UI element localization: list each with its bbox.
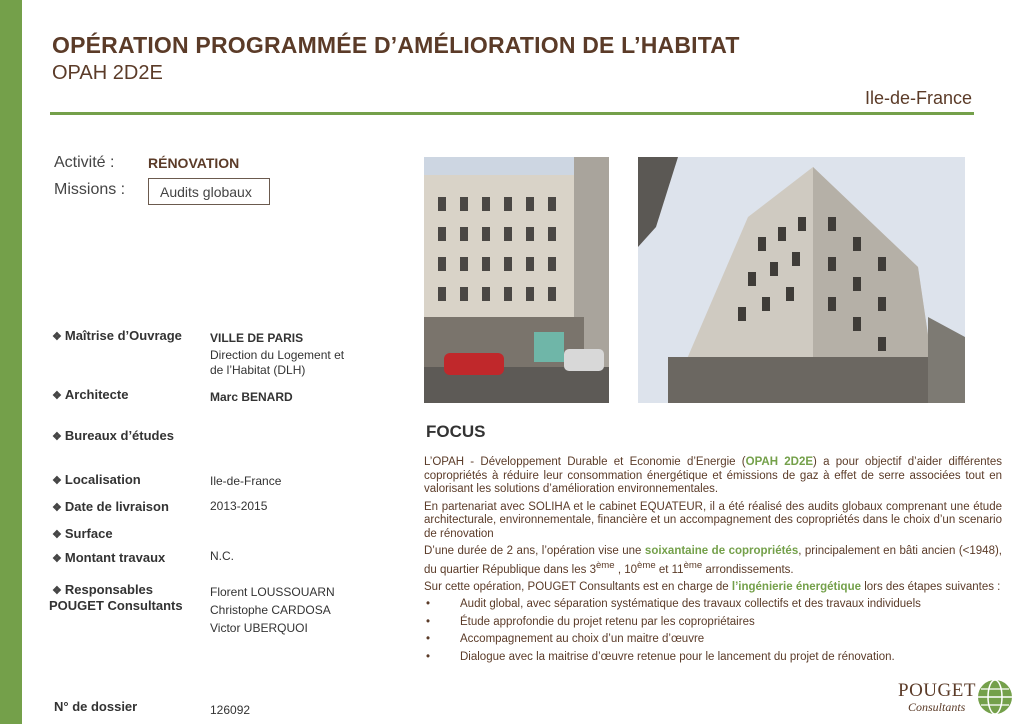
diamond-bullet-icon: ❖ [52,585,62,597]
maitrise-ouvrage-detail: Direction du Logement et [210,348,345,362]
diamond-bullet-icon: ❖ [52,502,62,514]
header-divider [50,112,974,115]
focus-paragraph-3: D’une durée de 2 ans, l’opération vise une soixantaine de copropriétés, principalement en bâti ancien (<1948), du quartier République dans les 3ème , 10ème et 11ème arrondissements. [424,545,1002,576]
dossier-value: 126092 [210,703,251,717]
list-item: • Audit global, avec séparation systématique des travaux collectifs et des travaux individuels [424,598,1002,612]
responsable-1: Florent LOUSSOUARN [210,585,335,599]
list-item: • Accompagnement au choix d’un maitre d’œuvre [424,633,1002,647]
diamond-bullet-icon: ❖ [52,529,62,541]
building-photo-corner [638,157,965,403]
missions-label: Missions : [54,181,126,198]
montant-travaux-label: ❖ Montant travaux [52,550,166,565]
responsable-3: Victor UBERQUOI [210,621,308,635]
missions-value: Audits globaux [148,178,270,205]
diamond-bullet-icon: ❖ [52,553,62,565]
pouget-logo [898,678,1018,720]
logo-name: POUGET [898,680,976,701]
page-subtitle: OPAH 2D2E [52,62,163,84]
focus-paragraph-4: Sur cette opération, POUGET Consultants est en charge de l’ingénierie énergétique lors des étapes suivantes : [424,580,1001,593]
responsables-company: POUGET Consultants [49,598,183,613]
maitrise-ouvrage-value: VILLE DE PARIS [210,331,304,345]
list-item: • Étude approfondie du projet retenu par les copropriétaires [424,616,1002,630]
page-title: OPÉRATION PROGRAMMÉE D’AMÉLIORATION DE L’HABITAT [52,32,740,58]
region-label: Ile-de-France [864,88,972,108]
responsable-2: Christophe CARDOSA [210,603,331,617]
diamond-bullet-icon: ❖ [52,431,62,443]
building-photo-street [424,157,609,403]
localisation-label: ❖ Localisation [52,472,141,487]
left-accent-bar [0,0,22,724]
dossier-label: N° de dossier [54,699,138,714]
diamond-bullet-icon: ❖ [52,331,62,343]
date-livraison-value: 2013-2015 [210,499,268,513]
surface-label: ❖ Surface [52,526,113,541]
diamond-bullet-icon: ❖ [52,390,62,402]
diamond-bullet-icon: ❖ [52,475,62,487]
architecte-label: ❖ Architecte [52,387,129,402]
building-facade-illustration [424,157,609,403]
focus-paragraph-2: En partenariat avec SOLIHA et le cabinet EQUATEUR, il a été réalisé des audits globaux comprenant une étude architecturale, environnementale, financière et un accompagnement des copropriétés dans le choix d’un scenario de rénovation [424,500,1002,540]
focus-title: FOCUS [426,422,486,441]
bureaux-etudes-label: ❖ Bureaux d’études [52,428,174,443]
activite-label: Activité : [54,154,115,171]
focus-paragraph-1: L’OPAH - Développement Durable et Economie d’Energie (OPAH 2D2E) a pour objectif d’aider différentes copropriétés à réduire leur consommation énergétique et émissions de gaz à effet de serre associées tout en valorisant les solutions d’amélioration environnementales. [424,456,1003,495]
responsables-label: ❖ Responsables [52,582,154,597]
globe-icon [976,678,1014,716]
architecte-value: Marc BENARD [210,390,293,404]
montant-travaux-value: N.C. [210,549,234,563]
building-corner-illustration [638,157,965,403]
maitrise-ouvrage-label: ❖ Maîtrise d’Ouvrage [52,328,182,343]
logo-tagline: Consultants [908,700,966,714]
list-item: • Dialogue avec la maitrise d’œuvre retenue pour le lancement du projet de rénovation. [424,651,1002,665]
focus-body [424,456,1002,668]
date-livraison-label: ❖ Date de livraison [52,499,169,514]
activite-value: RÉNOVATION [148,155,240,171]
maitrise-ouvrage-detail-2: de l’Habitat (DLH) [210,363,306,377]
focus-bullet-list [424,598,1002,664]
localisation-value: Ile-de-France [210,474,282,488]
